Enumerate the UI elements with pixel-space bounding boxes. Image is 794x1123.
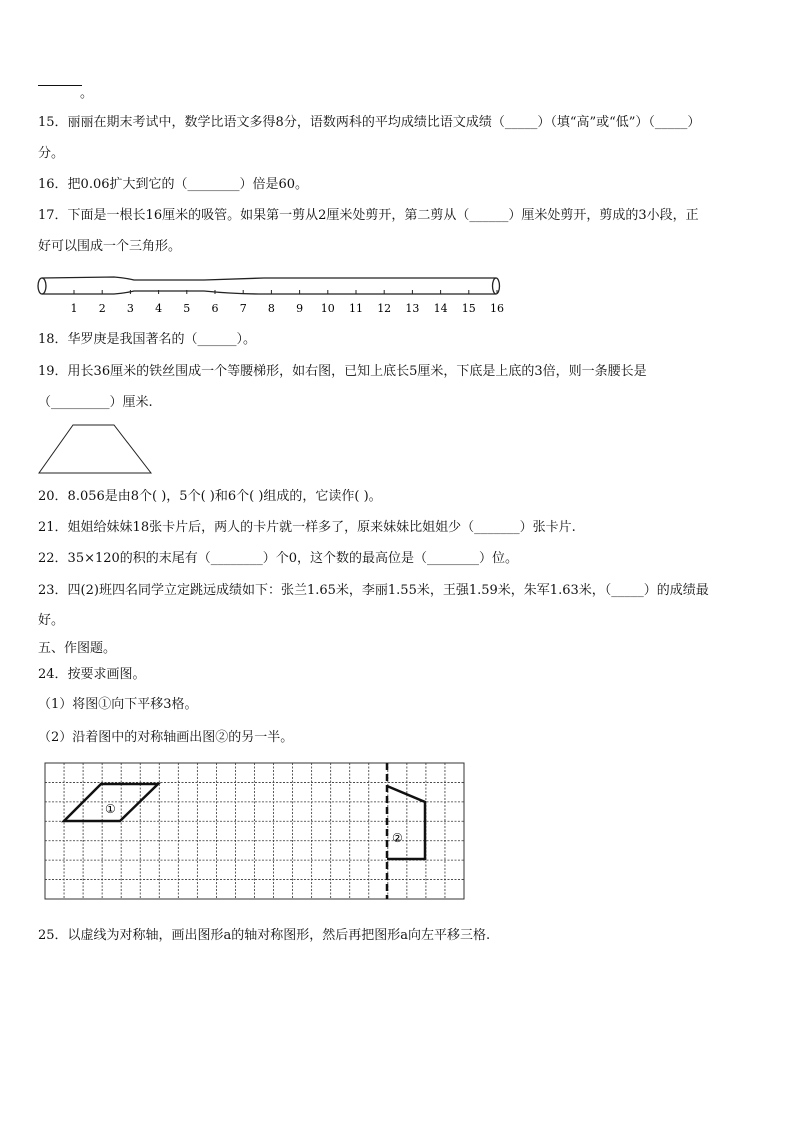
question-24-title: 24．按要求画图。 <box>38 667 146 682</box>
question-19-line-1: 19．用长36厘米的铁丝围成一个等腰梯形，如右图，已知上底长5厘米，下底是上底的3倍，则一条腰长是 <box>38 364 647 379</box>
question-15-line-1: 15．丽丽在期末考试中，数学比语文多得8分，语数两科的平均成绩比语文成绩（_____）（填“高”或“低”）（_____） <box>38 115 701 130</box>
period-mark: 。 <box>80 86 94 101</box>
question-21: 21．姐姐给妹妹18张卡片后，两人的卡片就一样多了，原来妹妹比姐姐少（_______）张卡片. <box>38 520 576 535</box>
question-24-part-1: （1）将图①向下平移3格。 <box>38 697 198 712</box>
question-24-part-2: （2）沿着图中的对称轴画出图②的另一半。 <box>38 730 294 745</box>
straw-tick-label: 9 <box>296 302 304 315</box>
question-18: 18．华罗庚是我国著名的（______）。 <box>38 332 257 347</box>
question-22: 22．35×120的积的末尾有（________）个0，这个数的最高位是（________）位。 <box>38 551 519 566</box>
straw-tick-label: 3 <box>126 302 134 315</box>
straw-body <box>38 277 500 294</box>
question-17-line-2: 好可以围成一个三角形。 <box>38 239 182 254</box>
grid-figure <box>44 762 466 902</box>
straw-tick-label: 12 <box>377 302 392 315</box>
question-19-line-2: （_________）厘米. <box>38 395 153 410</box>
straw-figure <box>34 272 514 318</box>
shape-1-label: ① <box>105 802 116 816</box>
straw-tick-label: 11 <box>349 302 363 315</box>
question-17-line-1: 17．下面是一根长16厘米的吸管。如果第一剪从2厘米处剪开，第二剪从（______）厘米处剪开，剪成的3小段，正 <box>38 208 699 223</box>
question-15-line-2: 分。 <box>38 146 65 161</box>
straw-tick-label: 2 <box>98 302 106 315</box>
straw-tick-label: 8 <box>267 302 275 315</box>
straw-tick-label: 6 <box>211 302 219 315</box>
straw-tick-label: 1 <box>70 302 78 315</box>
straw-tick-label: 7 <box>239 302 247 315</box>
straw-tick-label: 10 <box>320 302 335 315</box>
question-20: 20．8.056是由8个( )，5个( )和6个( )组成的，它读作( )。 <box>38 489 382 504</box>
section-5-heading: 五、作图题。 <box>38 641 117 656</box>
straw-tick-label: 16 <box>490 302 504 315</box>
question-25: 25．以虚线为对称轴，画出图形a的轴对称图形，然后再把图形a向左平移三格. <box>38 928 491 943</box>
shape-2-label: ② <box>392 831 403 845</box>
trapezoid-figure <box>36 422 156 476</box>
straw-tick-label: 5 <box>183 302 191 315</box>
question-23-line-1: 23．四(2)班四名同学立定跳远成绩如下：张兰1.65米，李丽1.55米，王强1.59米，朱军1.63米，（_____）的成绩最 <box>38 583 709 598</box>
question-23-line-2: 好。 <box>38 613 65 628</box>
question-16: 16．把0.06扩大到它的（________）倍是60。 <box>38 177 309 192</box>
straw-tick-label: 14 <box>433 302 448 315</box>
straw-tick-label: 4 <box>155 302 163 315</box>
trapezoid-shape <box>39 425 151 473</box>
straw-tick-label: 13 <box>405 302 420 315</box>
straw-tick-label: 15 <box>461 302 476 315</box>
answer-blank-line <box>38 85 82 86</box>
shape-2-half <box>387 786 425 859</box>
